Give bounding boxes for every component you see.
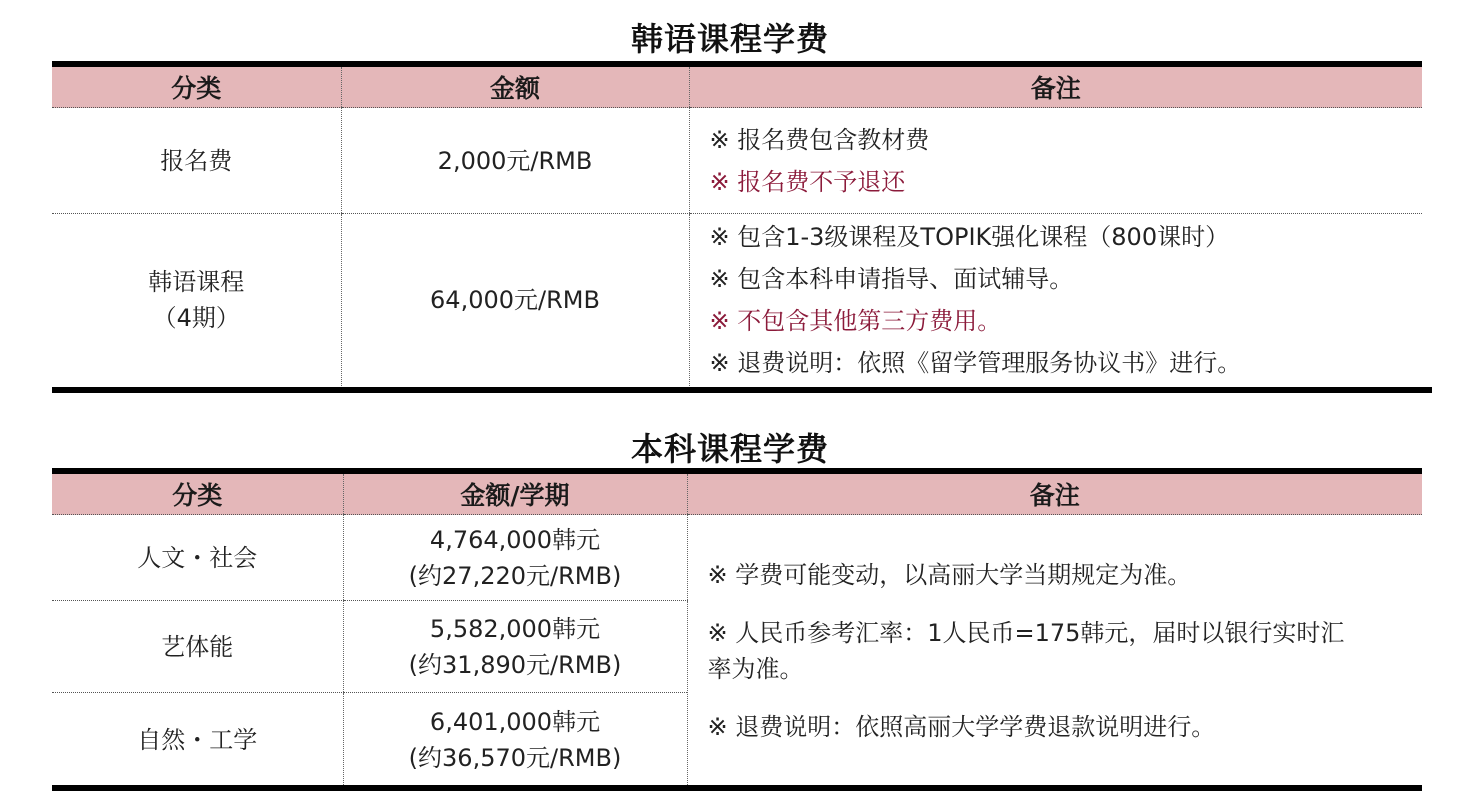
- category-cell: [52, 108, 341, 214]
- amount-krw: 4,764,000韩元: [429, 525, 601, 554]
- category-cell: 人文・社会: [52, 515, 343, 601]
- notes-cell: [689, 108, 1422, 214]
- category-text: 报名费: [160, 146, 233, 175]
- korean-tuition-table: [52, 67, 1422, 386]
- amount-rmb: (约36,570元/RMB): [408, 743, 622, 772]
- amount-cell: [343, 515, 687, 601]
- note-line: ※ 学费可能变动，以高丽大学当期规定为准。: [707, 560, 1192, 589]
- table-bottom-rule: [52, 785, 1422, 791]
- table-bottom-rule: [52, 387, 1432, 393]
- category-subtext: （4期）: [152, 303, 240, 332]
- table-row: [52, 214, 1422, 386]
- header-category: 分类: [52, 474, 343, 515]
- amount-cell: [341, 108, 689, 214]
- amount-text: 2,000元/RMB: [437, 146, 593, 175]
- amount-text: 64,000元/RMB: [430, 285, 600, 314]
- note-line-warning: ※ 不包含其他第三方费用。: [709, 306, 1002, 335]
- header-notes: 备注: [687, 474, 1422, 515]
- amount-cell: [343, 693, 687, 787]
- amount-cell: [341, 214, 689, 386]
- table-row: [52, 108, 1422, 214]
- undergrad-tuition-title: 本科课程学费: [630, 430, 829, 468]
- note-line: ※ 退费说明：依照高丽大学学费退款说明进行。: [707, 712, 1216, 741]
- header-category: 分类: [52, 67, 341, 108]
- note-line-warning: ※ 报名费不予退还: [709, 167, 906, 196]
- note-line: ※ 人民币参考汇率：1人民币=175韩元，届时以银行实时汇率为准。: [707, 618, 1345, 683]
- korean-tuition-title: 韩语课程学费: [630, 20, 829, 58]
- table-row: [52, 515, 1422, 601]
- note-line: ※ 报名费包含教材费: [709, 125, 930, 154]
- amount-rmb: (约27,220元/RMB): [408, 561, 622, 590]
- category-cell: 艺体能: [52, 601, 343, 693]
- note-line: ※ 包含本科申请指导、面试辅导。: [709, 264, 1074, 293]
- header-amount: 金额: [341, 67, 689, 108]
- notes-cell: [687, 515, 1422, 787]
- amount-rmb: (约31,890元/RMB): [408, 650, 622, 679]
- note-line: ※ 退费说明：依照《留学管理服务协议书》进行。: [709, 348, 1242, 377]
- category-cell: 自然・工学: [137, 725, 258, 754]
- category-text: 韩语课程: [148, 267, 245, 296]
- amount-cell: [343, 601, 687, 693]
- amount-krw: 5,582,000韩元: [429, 614, 601, 643]
- notes-cell: [689, 214, 1422, 386]
- header-amount-per-semester: 金额/学期: [343, 474, 687, 515]
- table-header-row: [52, 67, 1422, 108]
- note-line: ※ 包含1-3级课程及TOPIK强化课程（800课时）: [709, 222, 1230, 251]
- amount-krw: 6,401,000韩元: [429, 707, 601, 736]
- header-notes: 备注: [689, 67, 1422, 108]
- category-cell: [52, 214, 341, 386]
- undergrad-tuition-table: [52, 474, 1422, 787]
- table-header-row: [52, 474, 1422, 515]
